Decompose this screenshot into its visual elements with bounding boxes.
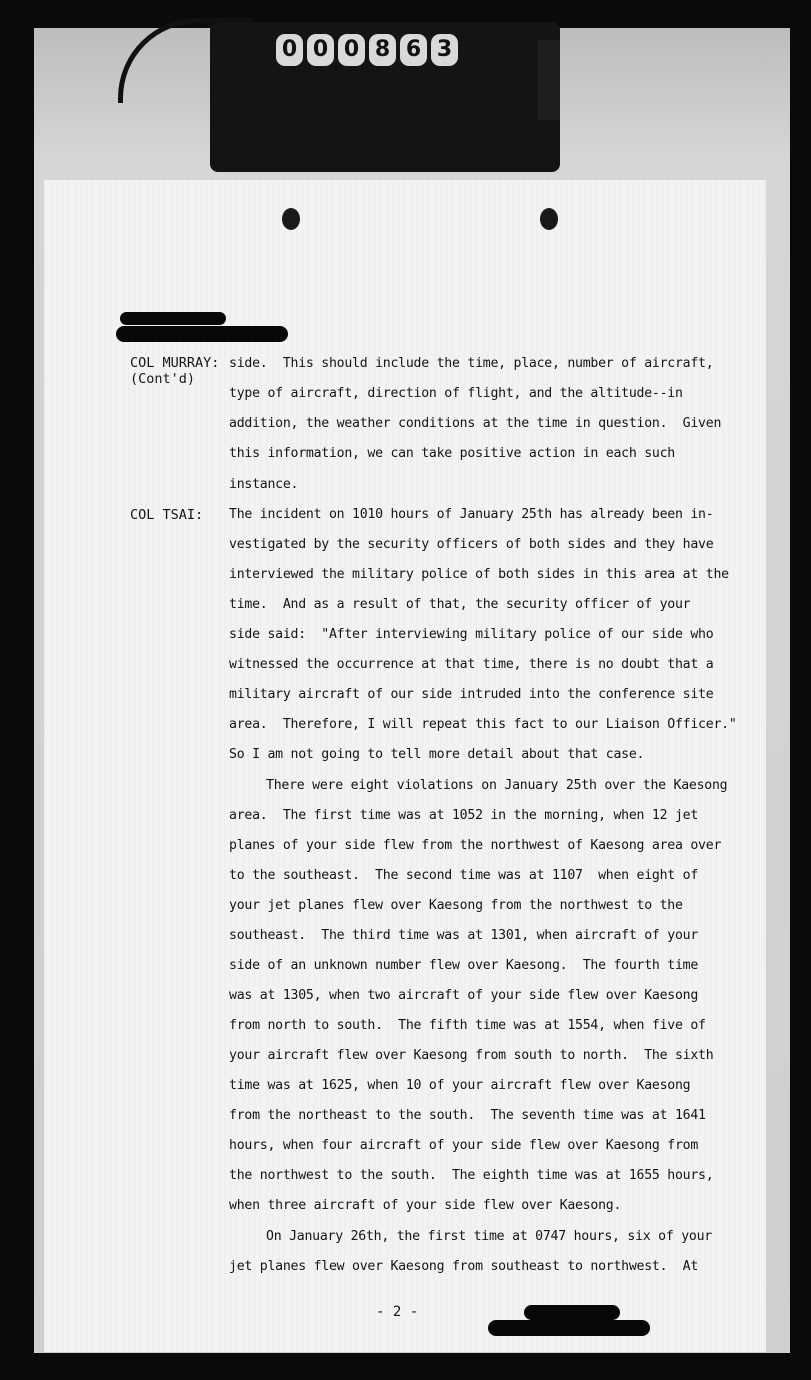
text-line: instance. — [229, 477, 299, 492]
frame-counter — [276, 34, 458, 68]
redaction-mark — [120, 312, 226, 325]
text-line: interviewed the military police of both sides in this area at the — [229, 567, 729, 582]
text-line: from the northeast to the south. The seventh time was at 1641 — [229, 1108, 706, 1123]
text-line: addition, the weather conditions at the time in question. Given — [229, 416, 722, 431]
punch-hole — [282, 208, 300, 230]
text-line: military aircraft of our side intruded into the conference site — [229, 687, 714, 702]
text-line: from north to south. The fifth time was at 1554, when five of — [229, 1018, 706, 1033]
text-line: this information, we can take positive action in each such — [229, 446, 675, 461]
text-line: On January 26th, the first time at 0747 hours, six of your — [266, 1229, 712, 1244]
counter-bracket — [538, 40, 560, 120]
counter-digit: 8 — [369, 34, 396, 66]
text-line: your aircraft flew over Kaesong from south to north. The sixth — [229, 1048, 714, 1063]
counter-digit: 0 — [338, 34, 365, 66]
text-line: when three aircraft of your side flew over Kaesong. — [229, 1198, 622, 1213]
text-line: vestigated by the security officers of both sides and they have — [229, 537, 714, 552]
text-line: area. The first time was at 1052 in the morning, when 12 jet — [229, 808, 699, 823]
text-line: There were eight violations on January 25th over the Kaesong — [266, 778, 728, 793]
text-line: witnessed the occurrence at that time, there is no doubt that a — [229, 657, 714, 672]
counter-digit: 3 — [431, 34, 458, 66]
text-line: southeast. The third time was at 1301, when aircraft of your — [229, 928, 699, 943]
text-line: to the southeast. The second time was at 1107 when eight of — [229, 868, 699, 883]
text-line: your jet planes flew over Kaesong from the northwest to the — [229, 898, 683, 913]
counter-digit: 6 — [400, 34, 427, 66]
redaction-mark — [116, 326, 288, 342]
redaction-mark — [488, 1320, 650, 1336]
text-line: was at 1305, when two aircraft of your side flew over Kaesong — [229, 988, 699, 1003]
redaction-mark — [524, 1305, 620, 1320]
text-line: The incident on 1010 hours of January 25th has already been in- — [229, 507, 714, 522]
counter-digit: 0 — [307, 34, 334, 66]
page-number: - 2 - — [376, 1304, 419, 1320]
text-line: planes of your side flew from the northwest of Kaesong area over — [229, 838, 722, 853]
text-line: time was at 1625, when 10 of your aircraft flew over Kaesong — [229, 1078, 691, 1093]
text-line: type of aircraft, direction of flight, and the altitude--in — [229, 386, 683, 401]
text-line: side. This should include the time, place, number of aircraft, — [229, 356, 714, 371]
text-line: the northwest to the south. The eighth time was at 1655 hours, — [229, 1168, 714, 1183]
punch-hole — [540, 208, 558, 230]
speaker-label: COL TSAI: — [130, 507, 204, 523]
text-line: side of an unknown number flew over Kaesong. The fourth time — [229, 958, 699, 973]
text-line: jet planes flew over Kaesong from southeast to northwest. At — [229, 1259, 699, 1274]
text-line: side said: "After interviewing military police of our side who — [229, 627, 714, 642]
text-line: time. And as a result of that, the security officer of your — [229, 597, 691, 612]
text-line: area. Therefore, I will repeat this fact to our Liaison Officer." — [229, 717, 737, 732]
speaker-label: COL MURRAY: — [130, 355, 220, 371]
speaker-continued: (Cont'd) — [130, 371, 196, 387]
text-line: So I am not going to tell more detail about that case. — [229, 747, 645, 762]
text-line: hours, when four aircraft of your side flew over Kaesong from — [229, 1138, 699, 1153]
counter-digit: 0 — [276, 34, 303, 66]
